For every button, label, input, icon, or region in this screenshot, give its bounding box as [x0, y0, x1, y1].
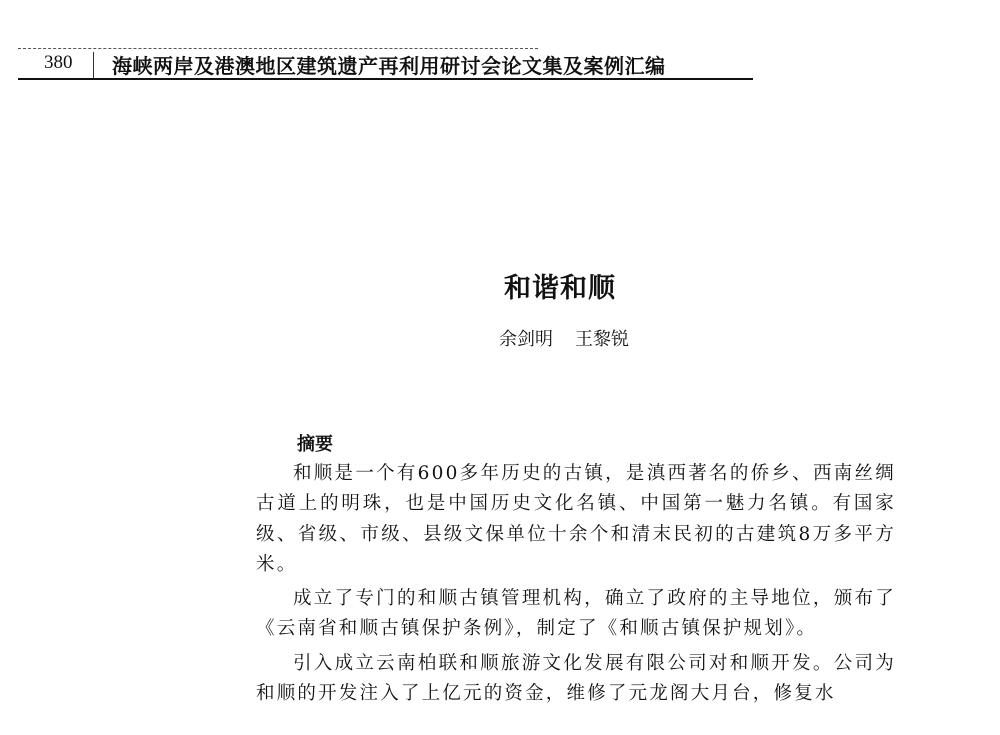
author-name: 余剑明	[499, 329, 553, 350]
author-list	[499, 325, 629, 351]
book-title: 海峡两岸及港澳地区建筑遗产再利用研讨会论文集及案例汇编	[112, 54, 666, 78]
header-bottom-rule	[18, 78, 753, 80]
abstract-heading: 摘要	[297, 434, 333, 455]
abstract-body	[256, 459, 896, 713]
author-name: 王黎锐	[575, 329, 629, 350]
abstract-paragraph: 和顺是一个有600多年历史的古镇，是滇西著名的侨乡、西南丝绸古道上的明珠，也是中国历史文化名镇、中国第一魅力名镇。有国家级、省级、市级、县级文保单位十余个和清末民初的古建筑8万多平方米。	[256, 463, 896, 575]
page-number: 380	[44, 52, 73, 73]
abstract-paragraph: 成立了专门的和顺古镇管理机构，确立了政府的主导地位，颁布了《云南省和顺古镇保护条例》，制定了《和顺古镇保护规划》。	[256, 588, 896, 640]
running-header	[0, 40, 760, 82]
abstract-paragraph: 引入成立云南柏联和顺旅游文化发展有限公司对和顺开发。公司为和顺的开发注入了上亿元的资金，维修了元龙阁大月台，修复水	[256, 652, 896, 705]
article-title: 和谐和顺	[504, 273, 616, 304]
header-top-rule	[18, 48, 538, 49]
header-separator	[93, 52, 94, 80]
